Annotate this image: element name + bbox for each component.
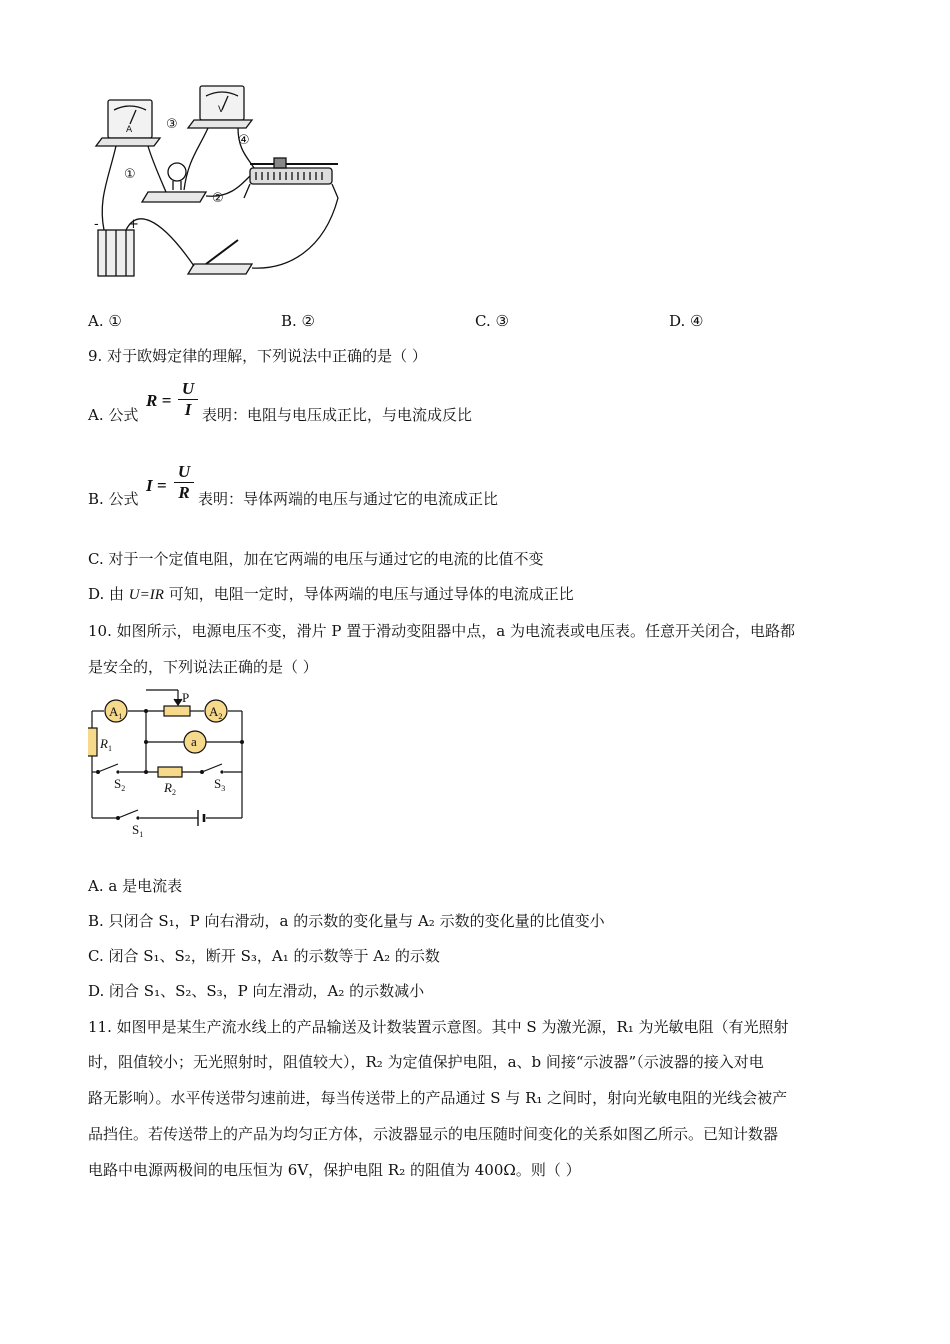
q9-d-text: 可知，电阻一定时，导体两端的电压与通过导体的电流成正比 bbox=[163, 585, 574, 603]
s3-sub: 3 bbox=[221, 784, 226, 793]
ammeter bbox=[96, 100, 160, 146]
q11-line2: 时，阻值较小；无光照射时，阻值较大），R₂ 为定值保护电阻，a、b 间接“示波器”（示波器的接入对电 bbox=[88, 1053, 764, 1071]
s1-sub: 1 bbox=[139, 830, 144, 839]
a2-sub: 2 bbox=[218, 712, 223, 721]
r2-sub: 2 bbox=[171, 788, 176, 797]
r1-label: R bbox=[100, 736, 108, 751]
q9-a-lhs: R = bbox=[146, 391, 172, 410]
svg-text:S2 bbox=[114, 776, 125, 793]
a1-label: A bbox=[109, 704, 119, 719]
battery bbox=[98, 230, 134, 276]
rheostat-symbol bbox=[164, 706, 190, 716]
battery-minus-label: - bbox=[94, 217, 99, 232]
q9-d-formula: U=IR bbox=[128, 587, 164, 603]
svg-text:S1 bbox=[132, 822, 143, 839]
circle-3-label: ③ bbox=[166, 117, 178, 132]
a1-sub: 1 bbox=[118, 712, 123, 721]
circle-4-label: ④ bbox=[238, 133, 250, 148]
svg-text:R1 bbox=[99, 736, 112, 753]
q9-b-lhs: I = bbox=[146, 476, 167, 495]
slider-p-label: P bbox=[182, 690, 190, 705]
voltmeter-label: V bbox=[218, 105, 225, 115]
q10-circuit-diagram bbox=[88, 684, 258, 844]
q9-d-prefix: D. 由 bbox=[88, 585, 129, 603]
q9-option-b-prefix[interactable]: B. 公式 bbox=[88, 490, 139, 508]
ammeter-label: A bbox=[126, 125, 133, 135]
q8-option-a[interactable]: A. ① bbox=[88, 312, 122, 330]
q9-a-denominator: I bbox=[184, 400, 192, 419]
svg-text:R2 bbox=[163, 780, 176, 797]
q8-option-d[interactable]: D. ④ bbox=[669, 312, 704, 330]
q10-stem-line2: 是安全的，下列说法正确的是（ ） bbox=[88, 658, 318, 676]
s2-label: S bbox=[114, 776, 122, 791]
q9-a-numerator: U bbox=[181, 379, 195, 398]
svg-text:S3 bbox=[214, 776, 225, 793]
circle-1-label: ① bbox=[124, 167, 136, 182]
q10-option-b[interactable]: B. 只闭合 S₁，P 向右滑动，a 的示数的变化量与 A₂ 示数的变化量的比值变小 bbox=[88, 912, 605, 930]
q9-option-b-text: 表明：导体两端的电压与通过它的电流成正比 bbox=[198, 490, 499, 508]
q11-line4: 品挡住。若传送带上的产品为均匀正方体，示波器显示的电压随时间变化的关系如图乙所示。已知计数器 bbox=[88, 1125, 779, 1143]
s2-sub: 2 bbox=[121, 784, 126, 793]
q10-option-d[interactable]: D. 闭合 S₁、S₂、S₃，P 向左滑动，A₂ 的示数减小 bbox=[88, 982, 425, 1000]
q9-b-fraction bbox=[174, 463, 194, 502]
q11-line3: 路无影响）。水平传送带匀速前进，每当传送带上的产品通过 S 与 R₁ 之间时，射向光敏电阻的光线会被产 bbox=[88, 1089, 788, 1107]
switch bbox=[188, 240, 252, 274]
q11-line5: 电路中电源两极间的电压恒为 6V，保护电阻 R₂ 的阻值为 400Ω。则（ ） bbox=[88, 1161, 581, 1179]
q10-option-c[interactable]: C. 闭合 S₁、S₂，断开 S₃，A₁ 的示数等于 A₂ 的示数 bbox=[88, 947, 440, 965]
q11-line1: 11. 如图甲是某生产流水线上的产品输送及计数装置示意图。其中 S 为激光源，R₁ 为光敏电阻（有光照射 bbox=[88, 1018, 789, 1036]
q9-option-a-prefix[interactable]: A. 公式 bbox=[88, 406, 139, 424]
r1-resistor bbox=[88, 728, 97, 756]
circle-2-label: ② bbox=[212, 191, 224, 206]
battery-plus-label: + bbox=[128, 217, 139, 232]
q8-circuit-figure bbox=[88, 80, 358, 290]
a2-label: A bbox=[209, 704, 219, 719]
q9-a-fraction bbox=[178, 380, 198, 419]
r1-sub: 1 bbox=[107, 744, 112, 753]
s1-label: S bbox=[132, 822, 140, 837]
meter-a-label: a bbox=[191, 734, 197, 749]
q8-option-b[interactable]: B. ② bbox=[281, 312, 316, 330]
lamp bbox=[142, 163, 206, 202]
rheostat bbox=[244, 158, 338, 198]
q9-stem: 9. 对于欧姆定律的理解，下列说法中正确的是（ ） bbox=[88, 347, 427, 365]
r2-resistor bbox=[158, 767, 182, 777]
r2-label: R bbox=[164, 780, 172, 795]
q9-option-a-text: 表明：电阻与电压成正比，与电流成反比 bbox=[202, 406, 473, 424]
s3-label: S bbox=[214, 776, 222, 791]
q9-b-numerator: U bbox=[177, 462, 191, 481]
q10-option-a[interactable]: A. a 是电流表 bbox=[88, 877, 183, 895]
q10-stem-line1: 10. 如图所示，电源电压不变，滑片 P 置于滑动变阻器中点，a 为电流表或电压表。任意开关闭合，电路都 bbox=[88, 622, 795, 640]
q9-option-d[interactable] bbox=[88, 584, 574, 605]
q8-option-c[interactable]: C. ③ bbox=[475, 312, 509, 330]
q9-b-denominator: R bbox=[178, 483, 190, 502]
q9-option-c[interactable]: C. 对于一个定值电阻，加在它两端的电压与通过它的电流的比值不变 bbox=[88, 550, 544, 568]
